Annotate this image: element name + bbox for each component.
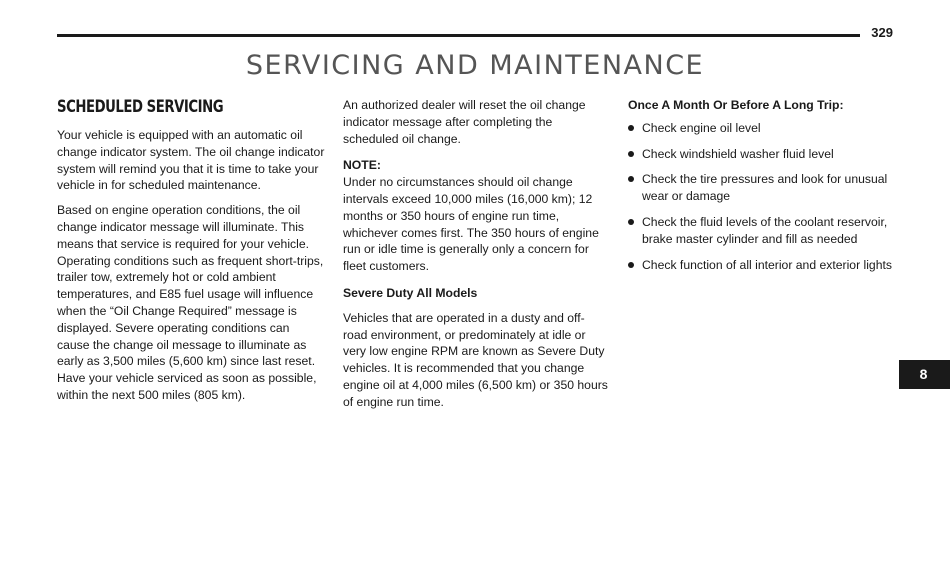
column-monthly-checks	[628, 97, 898, 282]
list-item	[628, 146, 898, 163]
bullet-icon	[628, 125, 634, 131]
monthly-checks-list	[628, 120, 898, 274]
paragraph-intro: Your vehicle is equipped with an automatic oil change indicator system. The oil change indicator system will remind you that it is time to take your vehicle in for scheduled maintenance.	[57, 128, 325, 193]
list-item-text: Check function of all interior and exterior lights	[642, 257, 892, 272]
header-rule	[57, 34, 860, 37]
list-item	[628, 171, 898, 205]
note-text: Under no circumstances should oil change intervals exceed 10,000 miles (16,000 km); 12 months or 350 hours of engine run time, whichever comes first. The 350 hours of engine run or idle time is generally only a concern for fleet customers.	[343, 175, 599, 274]
paragraph-operating-conditions: Based on engine operation conditions, the oil change indicator message will illuminate. This means that service is required for your vehicle. Operating conditions such as frequent short-trips, trailer tow, extremely hot or cold ambient temperatures, and E85 fuel usage will influence when the “Oil Change Required” message is displayed. Severe operating conditions can cause the change oil message to illuminate as early as 3,500 miles (5,600 km) since last reset. Have your vehicle serviced as soon as possible, within the next 500 miles (805 km).	[57, 203, 324, 402]
bullet-icon	[628, 151, 634, 157]
note-label: NOTE:	[343, 158, 381, 173]
list-item	[628, 214, 898, 248]
bullet-icon	[628, 219, 634, 225]
list-item-text: Check the tire pressures and look for unusual wear or damage	[642, 172, 888, 204]
column-dealer-reset	[343, 97, 609, 419]
column-scheduled-servicing	[57, 96, 325, 412]
bullet-icon	[628, 262, 634, 268]
list-item	[628, 120, 898, 137]
chapter-title: SERVICING AND MAINTENANCE	[245, 50, 705, 81]
bullet-icon	[628, 176, 634, 182]
severe-duty-heading: Severe Duty All Models	[343, 285, 478, 300]
list-item-text: Check engine oil level	[642, 120, 761, 135]
chapter-tab: 8	[899, 360, 950, 389]
list-item	[628, 257, 898, 274]
paragraph-dealer-reset: An authorized dealer will reset the oil change indicator message after completing the scheduled oil change.	[343, 98, 586, 146]
severe-duty-text: Vehicles that are operated in a dusty and off-road environment, or predominately at idle or very low engine RPM are known as Severe Duty vehicles. It is recommended that you change engine oil at 4,000 miles (6,500 km) or 350 hours of engine run time.	[343, 310, 608, 409]
monthly-checks-heading: Once A Month Or Before A Long Trip:	[628, 98, 844, 112]
section-heading: SCHEDULED SERVICING	[57, 97, 224, 117]
list-item-text: Check the fluid levels of the coolant reservoir, brake master cylinder and fill as needed	[642, 214, 888, 246]
list-item-text: Check windshield washer fluid level	[642, 146, 834, 161]
page-number: 329	[871, 25, 893, 40]
